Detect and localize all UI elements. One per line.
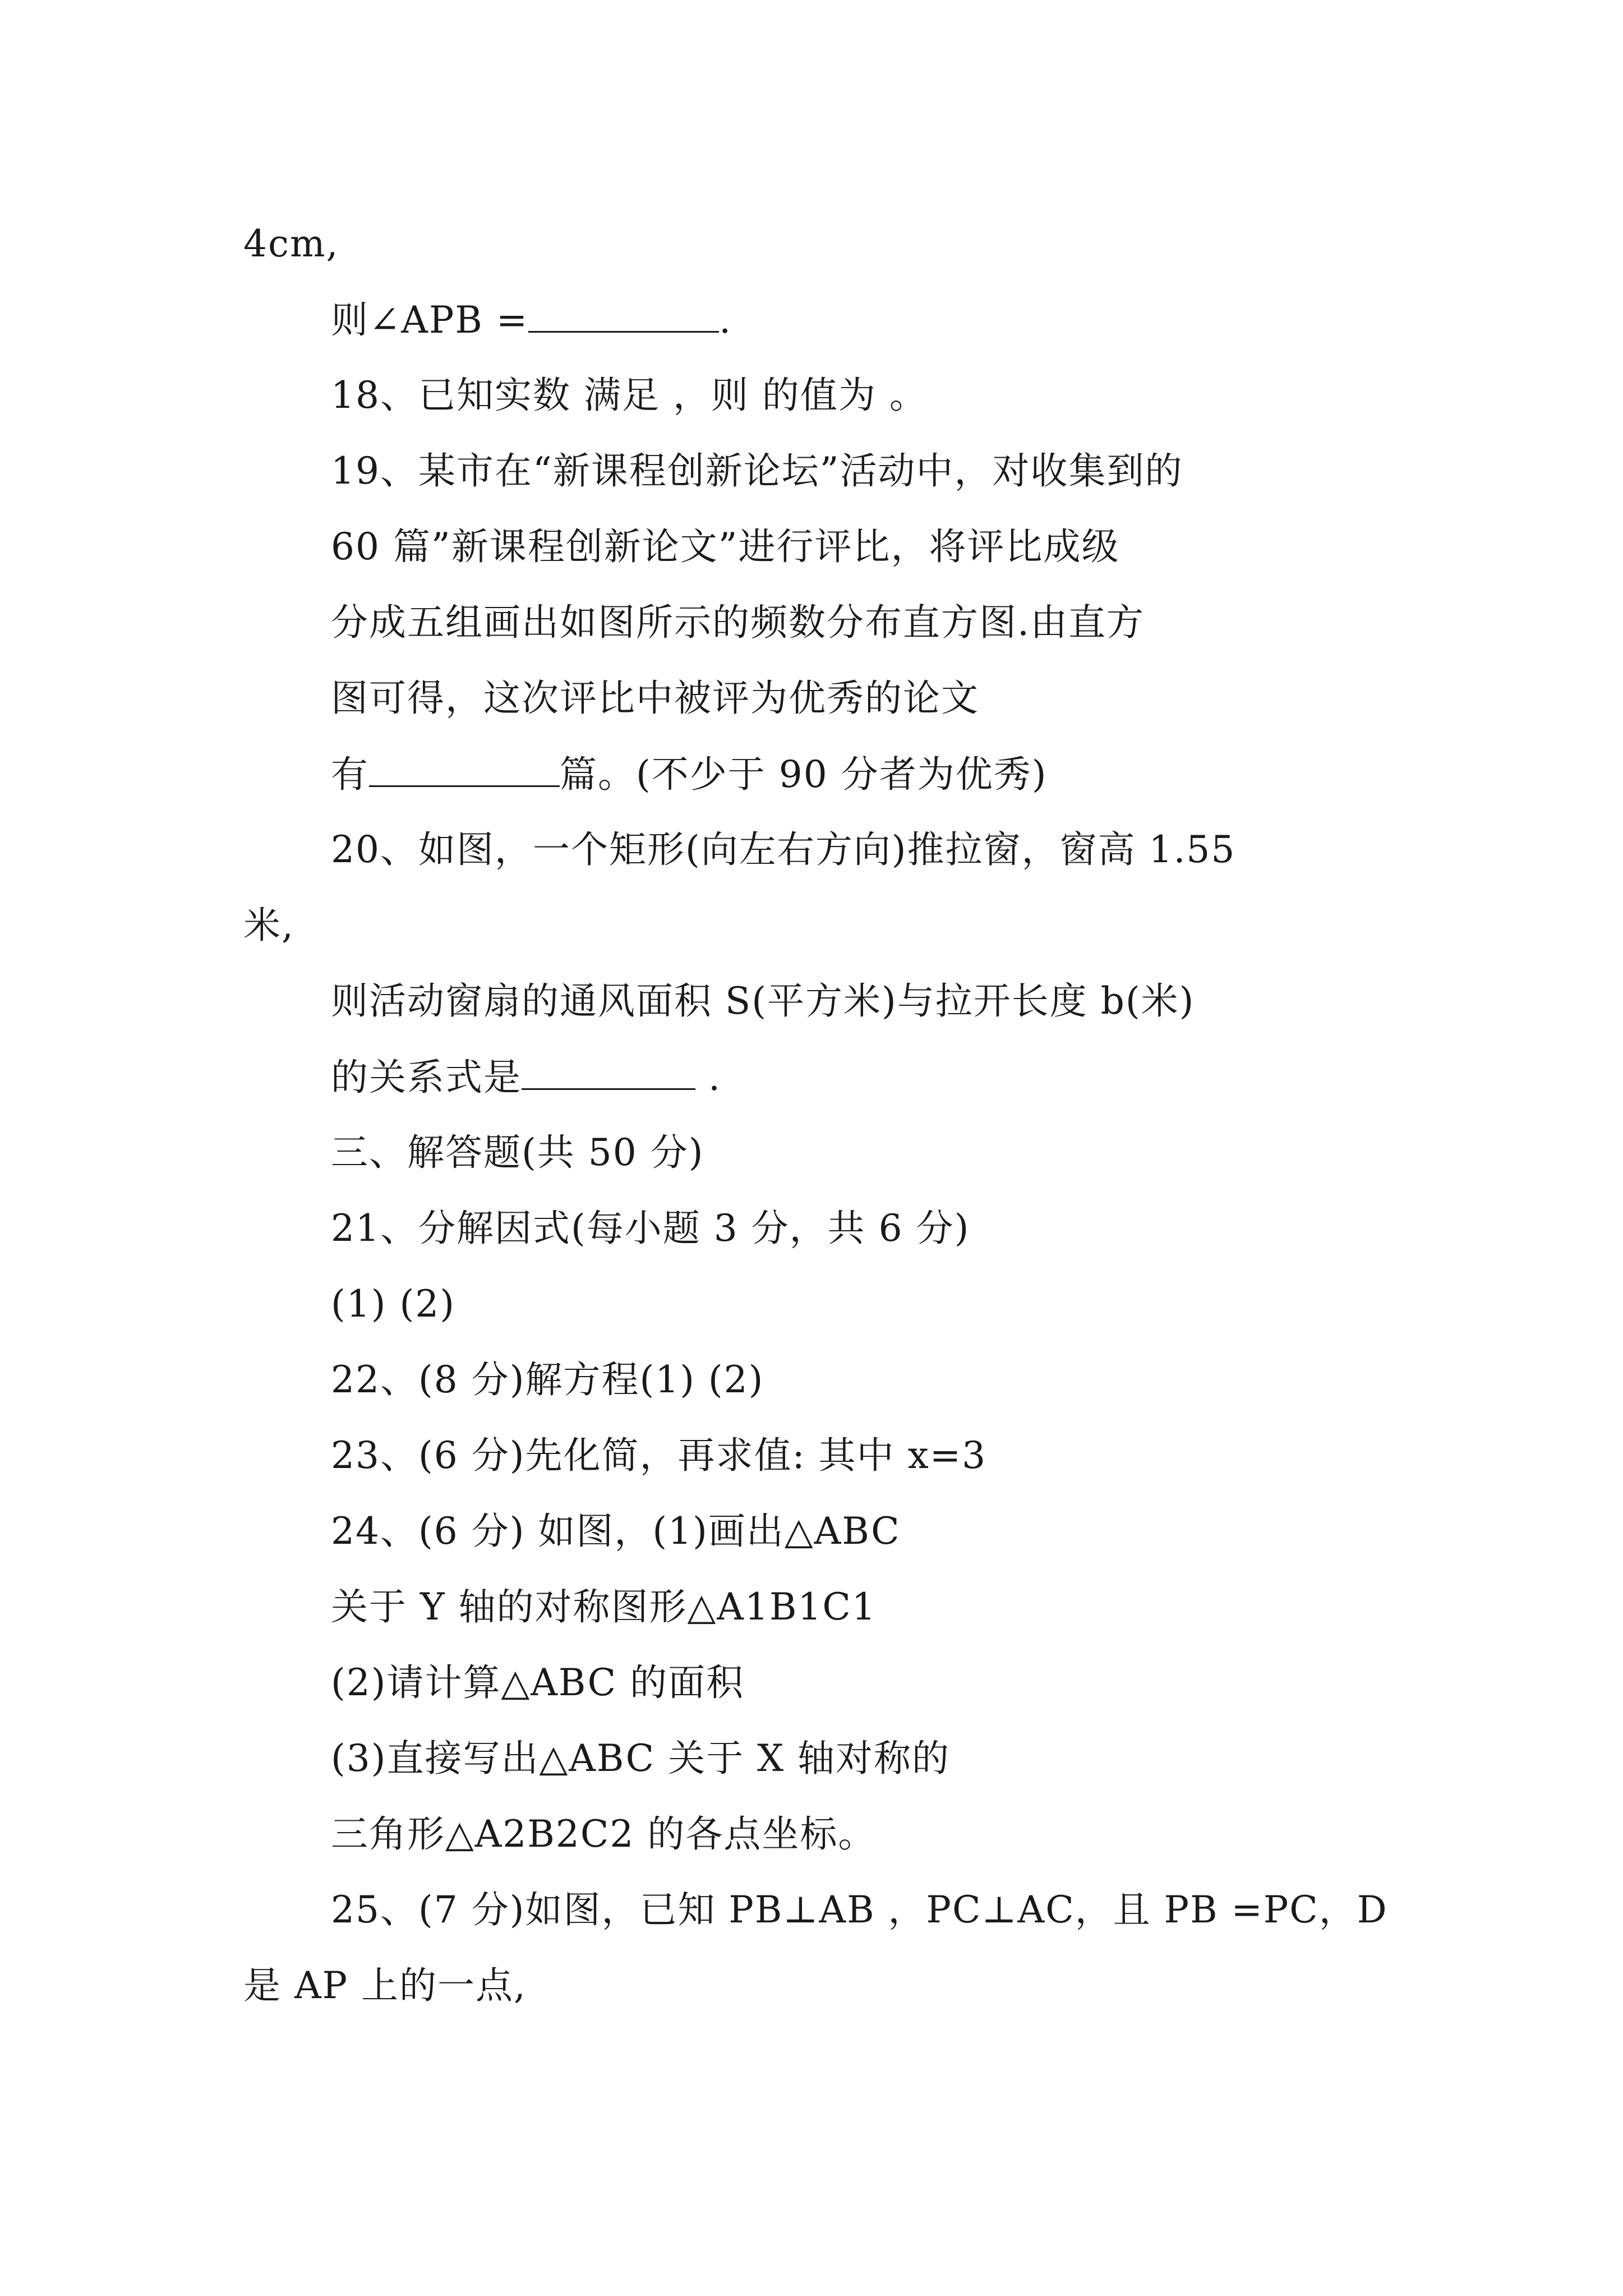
- line-text: .: [719, 298, 732, 342]
- answer-blank: [528, 297, 719, 333]
- question-18: 18、已知实数 满足 ，则 的值为 。: [331, 374, 928, 417]
- question-22: 22、(8 分)解方程(1) (2): [331, 1358, 764, 1401]
- question-19-line-5: [331, 752, 1047, 797]
- answer-blank: [522, 1055, 695, 1090]
- text-line-continuation: 4cm,: [243, 222, 339, 265]
- question-19: 19、某市在“新课程创新论坛”活动中，对收集到的: [331, 449, 1183, 493]
- line-text: 有: [331, 753, 369, 796]
- question-25-continuation: 是 AP 上的一点,: [243, 1964, 527, 2007]
- line-text: 的关系式是: [331, 1056, 522, 1099]
- question-19-line-2: 60 篇”新课程创新论文”进行评比，将评比成级: [331, 525, 1120, 568]
- section-heading: 三、解答题(共 50 分): [331, 1131, 704, 1174]
- question-19-line-4: 图可得，这次评比中被评为优秀的论文: [331, 677, 979, 720]
- question-24: 24、(6 分) 如图，(1)画出△ABC: [331, 1510, 901, 1553]
- question-23: 23、(6 分)先化简，再求值: 其中 x=3: [331, 1434, 987, 1477]
- question-20-line-2: 则活动窗扇的通风面积 S(平方米)与拉开长度 b(米): [331, 979, 1195, 1023]
- question-20-continuation: 米,: [243, 904, 294, 947]
- question-20: 20、如图，一个矩形(向左右方向)推拉窗，窗高 1.55: [331, 828, 1236, 871]
- question-24-part-3-line-2: 三角形△A2B2C2 的各点坐标。: [331, 1812, 877, 1856]
- answer-blank: [369, 752, 560, 787]
- question-21-parts: (1) (2): [331, 1282, 455, 1326]
- question-24-part-2: (2)请计算△ABC 的面积: [331, 1661, 745, 1704]
- text-line-angle-apb: [331, 297, 732, 343]
- question-21: 21、分解因式(每小题 3 分，共 6 分): [331, 1207, 970, 1250]
- question-24-line-2: 关于 Y 轴的对称图形△A1B1C1: [331, 1585, 877, 1628]
- line-text: .: [695, 1056, 721, 1099]
- question-24-part-3: (3)直接写出△ABC 关于 X 轴对称的: [331, 1737, 951, 1780]
- question-20-line-3: [331, 1055, 721, 1100]
- line-text: 篇。(不少于 90 分者为优秀): [560, 753, 1048, 796]
- line-text: 则∠APB =: [331, 298, 529, 342]
- question-19-line-3: 分成五组画出如图所示的频数分布直方图.由直方: [331, 601, 1145, 644]
- question-25: 25、(7 分)如图，已知 PB⊥AB ，PC⊥AC，且 PB =PC，D: [331, 1888, 1388, 1931]
